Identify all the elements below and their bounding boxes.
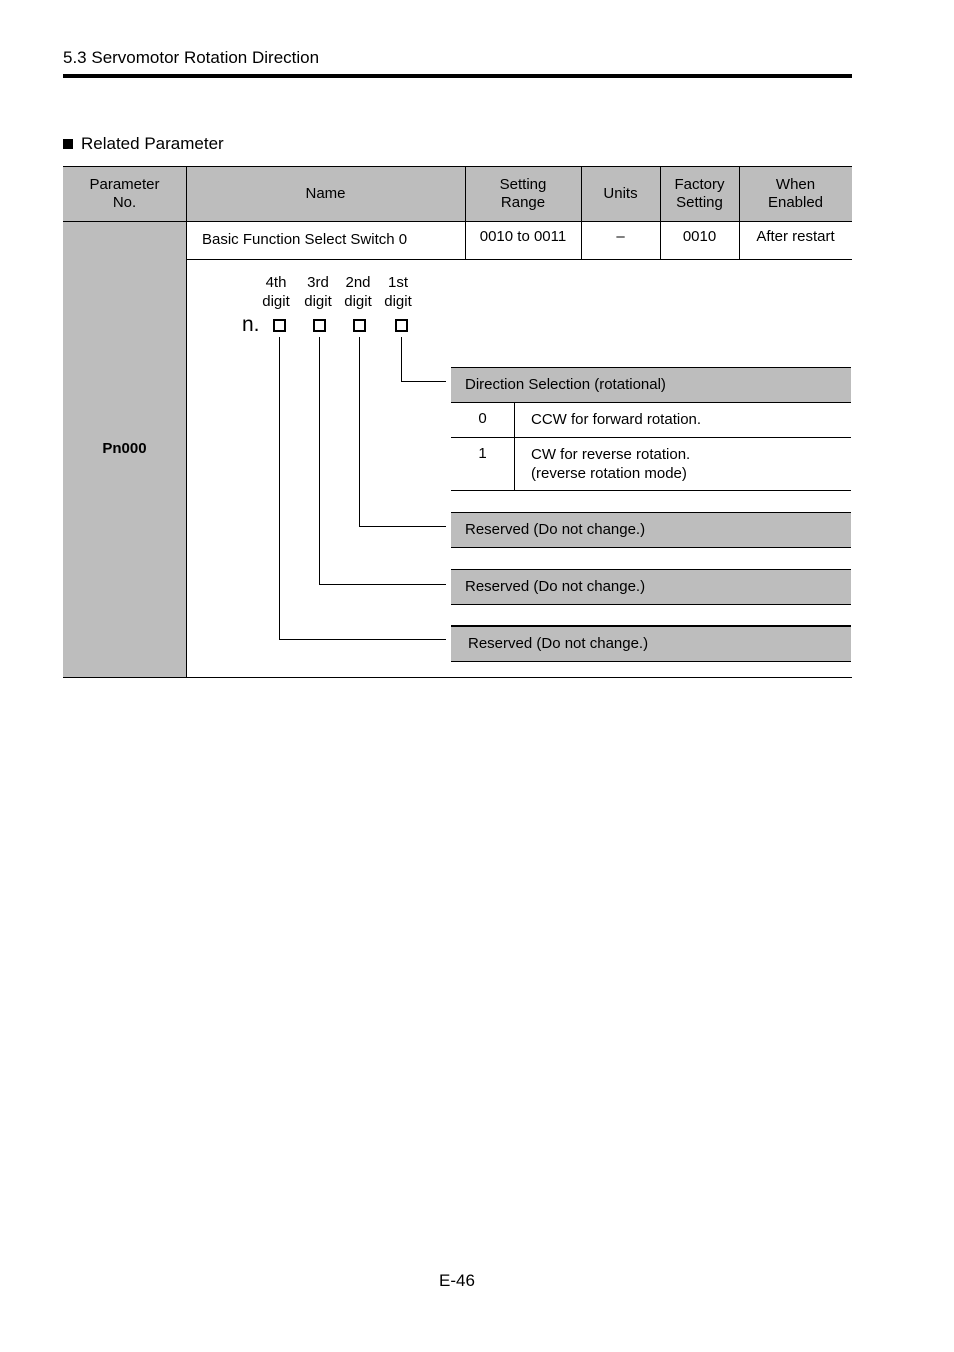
header-when-enabled-line1: When bbox=[775, 175, 816, 193]
table-row-divider bbox=[186, 259, 852, 260]
reserved-label-2nd: Reserved (Do not change.) bbox=[465, 521, 646, 538]
section-heading: 5.3 Servomotor Rotation Direction bbox=[63, 48, 320, 67]
digit-box-1st-icon bbox=[395, 319, 408, 332]
when-enabled-cell: After restart bbox=[756, 228, 835, 245]
header-parameter-no-line1: Parameter bbox=[89, 175, 160, 193]
header-when-enabled bbox=[739, 166, 852, 221]
digit-box-2nd-icon bbox=[353, 319, 366, 332]
digit-label-3rd bbox=[298, 273, 338, 311]
header-parameter-no-line2: No. bbox=[112, 193, 137, 211]
reserved-band-3rd bbox=[451, 569, 851, 605]
table-col-divider-1 bbox=[186, 166, 187, 678]
header-factory-setting-line1: Factory bbox=[674, 175, 725, 193]
connector-3rd-vertical bbox=[319, 337, 320, 585]
related-parameter-label: Related Parameter bbox=[81, 134, 224, 153]
connector-4th-horizontal bbox=[279, 639, 446, 640]
page-number: E-46 bbox=[439, 1271, 475, 1290]
digit-1st-word: digit bbox=[384, 293, 412, 310]
digit-4th-ordinal: 4th bbox=[265, 274, 287, 291]
digit-label-1st bbox=[378, 273, 418, 311]
digit-box-3rd-icon bbox=[313, 319, 326, 332]
connector-1st-horizontal bbox=[401, 381, 446, 382]
digit-1st-ordinal: 1st bbox=[387, 274, 408, 291]
parameter-prefix: n. bbox=[242, 313, 260, 336]
header-factory-setting-line2: Setting bbox=[676, 193, 723, 211]
direction-selection-title: Direction Selection (rotational) bbox=[465, 376, 666, 393]
connector-3rd-horizontal bbox=[319, 584, 446, 585]
option-divider bbox=[451, 437, 851, 438]
connector-1st-vertical bbox=[401, 337, 402, 382]
option-column-divider bbox=[514, 403, 515, 491]
param-name-cell: Basic Function Select Switch 0 bbox=[202, 231, 408, 248]
digit-label-2nd bbox=[338, 273, 378, 311]
header-parameter-no bbox=[63, 166, 186, 221]
reserved-band-2nd bbox=[451, 512, 851, 548]
digit-3rd-word: digit bbox=[304, 293, 332, 310]
reserved-label-4th: Reserved (Do not change.) bbox=[468, 635, 649, 652]
header-setting-range-line1: Setting bbox=[499, 175, 547, 193]
related-parameter-title bbox=[63, 134, 224, 154]
header-name: Name bbox=[305, 184, 346, 202]
header-setting-range bbox=[465, 166, 581, 221]
digit-2nd-ordinal: 2nd bbox=[345, 274, 371, 291]
connector-2nd-vertical bbox=[359, 337, 360, 527]
factory-setting-cell: 0010 bbox=[682, 228, 717, 245]
table-bottom-border bbox=[63, 677, 852, 678]
setting-range-cell: 0010 to 0011 bbox=[479, 228, 567, 245]
digit-2nd-word: digit bbox=[344, 293, 372, 310]
connector-2nd-horizontal bbox=[359, 526, 446, 527]
header-factory-setting bbox=[660, 166, 739, 221]
digit-4th-word: digit bbox=[262, 293, 290, 310]
reserved-band-4th bbox=[451, 625, 851, 662]
option-value-0: 0 bbox=[478, 410, 487, 427]
option-text-1-line2: (reverse rotation mode) bbox=[531, 465, 687, 482]
option-text-1 bbox=[531, 445, 690, 483]
header-units: Units bbox=[603, 184, 638, 202]
square-bullet-icon bbox=[63, 139, 73, 149]
header-rule bbox=[63, 74, 852, 78]
option-text-0: CCW for forward rotation. bbox=[531, 411, 702, 428]
reserved-label-3rd: Reserved (Do not change.) bbox=[465, 578, 646, 595]
header-when-enabled-line2: Enabled bbox=[767, 193, 824, 211]
option-text-1-line1: CW for reverse rotation. bbox=[531, 446, 691, 463]
digit-label-4th bbox=[256, 273, 296, 311]
header-setting-range-line2: Range bbox=[500, 193, 546, 211]
direction-selection-band bbox=[451, 367, 851, 403]
units-cell: – bbox=[616, 228, 625, 245]
option-bottom-border bbox=[451, 490, 851, 491]
connector-4th-vertical bbox=[279, 337, 280, 640]
digit-3rd-ordinal: 3rd bbox=[307, 274, 329, 291]
option-value-1: 1 bbox=[478, 445, 487, 462]
param-no-cell: Pn000 bbox=[102, 440, 147, 457]
digit-box-4th-icon bbox=[273, 319, 286, 332]
